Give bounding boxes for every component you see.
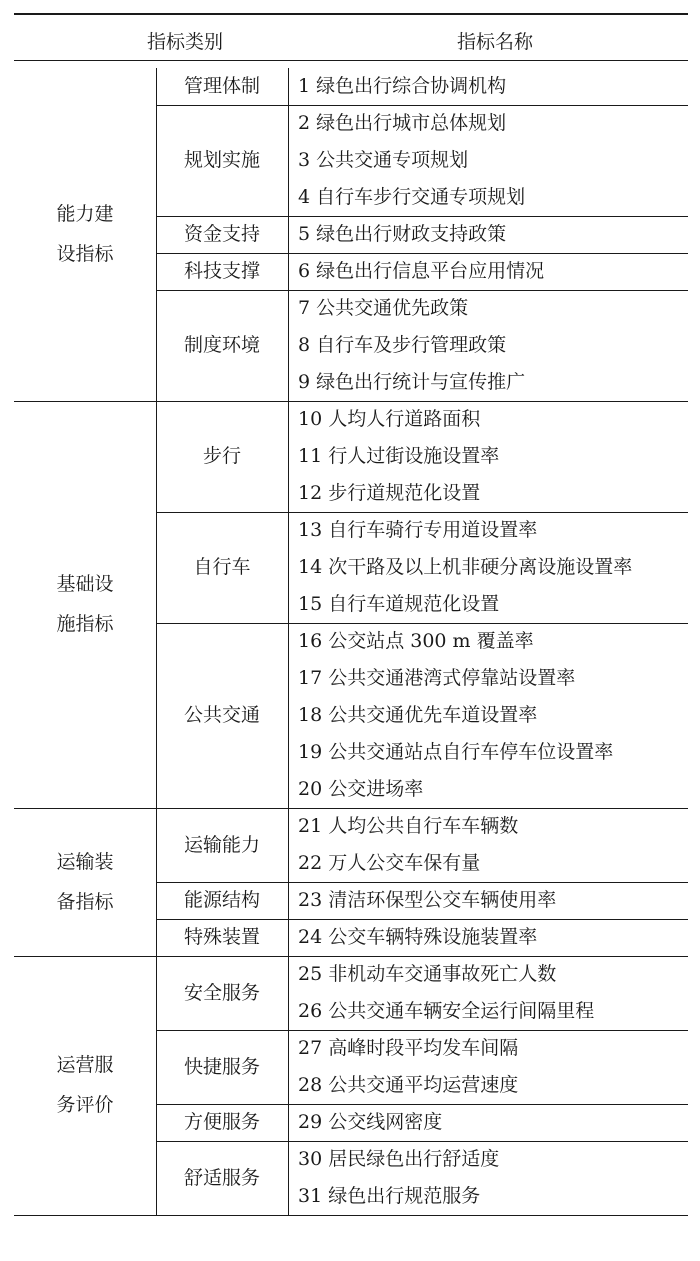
indicator-name: 30 居民绿色出行舒适度 xyxy=(298,1148,500,1170)
rule-line xyxy=(156,105,688,106)
indicator-name: 25 非机动车交通事故死亡人数 xyxy=(298,963,557,985)
indicator-name: 2 绿色出行城市总体规划 xyxy=(298,112,507,134)
indicator-name: 16 公交站点 300 m 覆盖率 xyxy=(298,630,534,652)
indicator-name: 6 绿色出行信息平台应用情况 xyxy=(298,260,545,282)
rule-line xyxy=(156,882,688,883)
indicator-name: 24 公交车辆特殊设施装置率 xyxy=(298,926,538,948)
indicator-name: 27 高峰时段平均发车间隔 xyxy=(298,1037,519,1059)
indicator-name: 12 步行道规范化设置 xyxy=(298,482,481,504)
indicator-name: 14 次干路及以上机非硬分离设施设置率 xyxy=(298,556,633,578)
subcategory-label: 快捷服务 xyxy=(183,1055,260,1078)
indicator-name: 26 公共交通车辆安全运行间隔里程 xyxy=(298,1000,595,1022)
indicator-name: 28 公共交通平均运营速度 xyxy=(298,1074,519,1096)
subcategory-label: 规划实施 xyxy=(183,149,260,171)
column-divider xyxy=(156,68,157,401)
subcategory-label: 公共交通 xyxy=(183,704,260,726)
indicator-name: 19 公共交通站点自行车停车位设置率 xyxy=(298,741,614,763)
rule-line xyxy=(14,1215,688,1217)
header-name: 指标名称 xyxy=(456,31,533,53)
indicator-name: 18 公共交通优先车道设置率 xyxy=(298,704,538,726)
indicator-name: 22 万人公交车保有量 xyxy=(298,852,481,874)
indicator-name: 10 人均人行道路面积 xyxy=(298,408,481,430)
rule-line xyxy=(156,1104,688,1105)
subcategory-label: 步行 xyxy=(202,445,241,467)
subcategory-label: 安全服务 xyxy=(183,981,260,1004)
subcategory-label: 运输能力 xyxy=(183,833,260,856)
column-divider xyxy=(288,68,289,401)
column-divider xyxy=(156,401,157,808)
rule-line xyxy=(156,253,688,254)
rule-line xyxy=(156,623,688,624)
column-divider xyxy=(288,401,289,808)
subcategory-label: 舒适服务 xyxy=(183,1166,260,1189)
indicator-name: 9 绿色出行统计与宣传推广 xyxy=(298,371,526,393)
rule-line xyxy=(14,808,688,809)
category-label: 能力建 设指标 xyxy=(56,203,114,265)
header-category: 指标类别 xyxy=(146,31,223,53)
subcategory-label: 能源结构 xyxy=(183,889,260,911)
rule-line xyxy=(14,956,688,957)
subcategory-label: 自行车 xyxy=(193,556,251,578)
indicator-name: 11 行人过街设施设置率 xyxy=(298,445,500,467)
subcategory-label: 科技支撑 xyxy=(183,260,260,282)
rule-line xyxy=(156,512,688,513)
indicator-name: 20 公交进场率 xyxy=(298,778,424,800)
indicator-name: 3 公共交通专项规划 xyxy=(298,149,469,171)
indicator-name: 29 公交线网密度 xyxy=(298,1111,443,1133)
rule-line xyxy=(156,1030,688,1031)
indicator-name: 4 自行车步行交通专项规划 xyxy=(298,186,526,208)
subcategory-label: 方便服务 xyxy=(183,1111,260,1133)
rule-line xyxy=(156,290,688,291)
rule-line xyxy=(156,1141,688,1142)
indicator-name: 13 自行车骑行专用道设置率 xyxy=(298,519,538,541)
subcategory-label: 资金支持 xyxy=(183,223,260,245)
rule-line xyxy=(14,13,688,15)
column-divider xyxy=(156,956,157,1215)
rule-line xyxy=(14,60,688,61)
rule-line xyxy=(156,216,688,217)
subcategory-label: 特殊装置 xyxy=(183,926,260,948)
indicator-name: 1 绿色出行综合协调机构 xyxy=(298,75,507,97)
indicator-name: 31 绿色出行规范服务 xyxy=(298,1185,481,1207)
indicator-name: 17 公共交通港湾式停靠站设置率 xyxy=(298,667,576,689)
rule-line xyxy=(156,919,688,920)
indicator-name: 8 自行车及步行管理政策 xyxy=(298,334,507,356)
subcategory-label: 管理体制 xyxy=(183,75,260,97)
rule-line xyxy=(14,401,688,402)
category-label: 运营服 务评价 xyxy=(56,1054,114,1116)
indicator-name: 15 自行车道规范化设置 xyxy=(298,593,500,615)
indicator-name: 21 人均公共自行车车辆数 xyxy=(298,815,519,837)
indicator-name: 23 清洁环保型公交车辆使用率 xyxy=(298,889,557,911)
subcategory-label: 制度环境 xyxy=(183,334,260,356)
category-label: 基础设 施指标 xyxy=(56,573,114,635)
column-divider xyxy=(156,808,157,956)
indicator-name: 5 绿色出行财政支持政策 xyxy=(298,223,507,245)
column-divider xyxy=(288,956,289,1215)
column-divider xyxy=(288,808,289,956)
category-label: 运输装 备指标 xyxy=(56,850,114,913)
indicator-name: 7 公共交通优先政策 xyxy=(298,297,469,319)
